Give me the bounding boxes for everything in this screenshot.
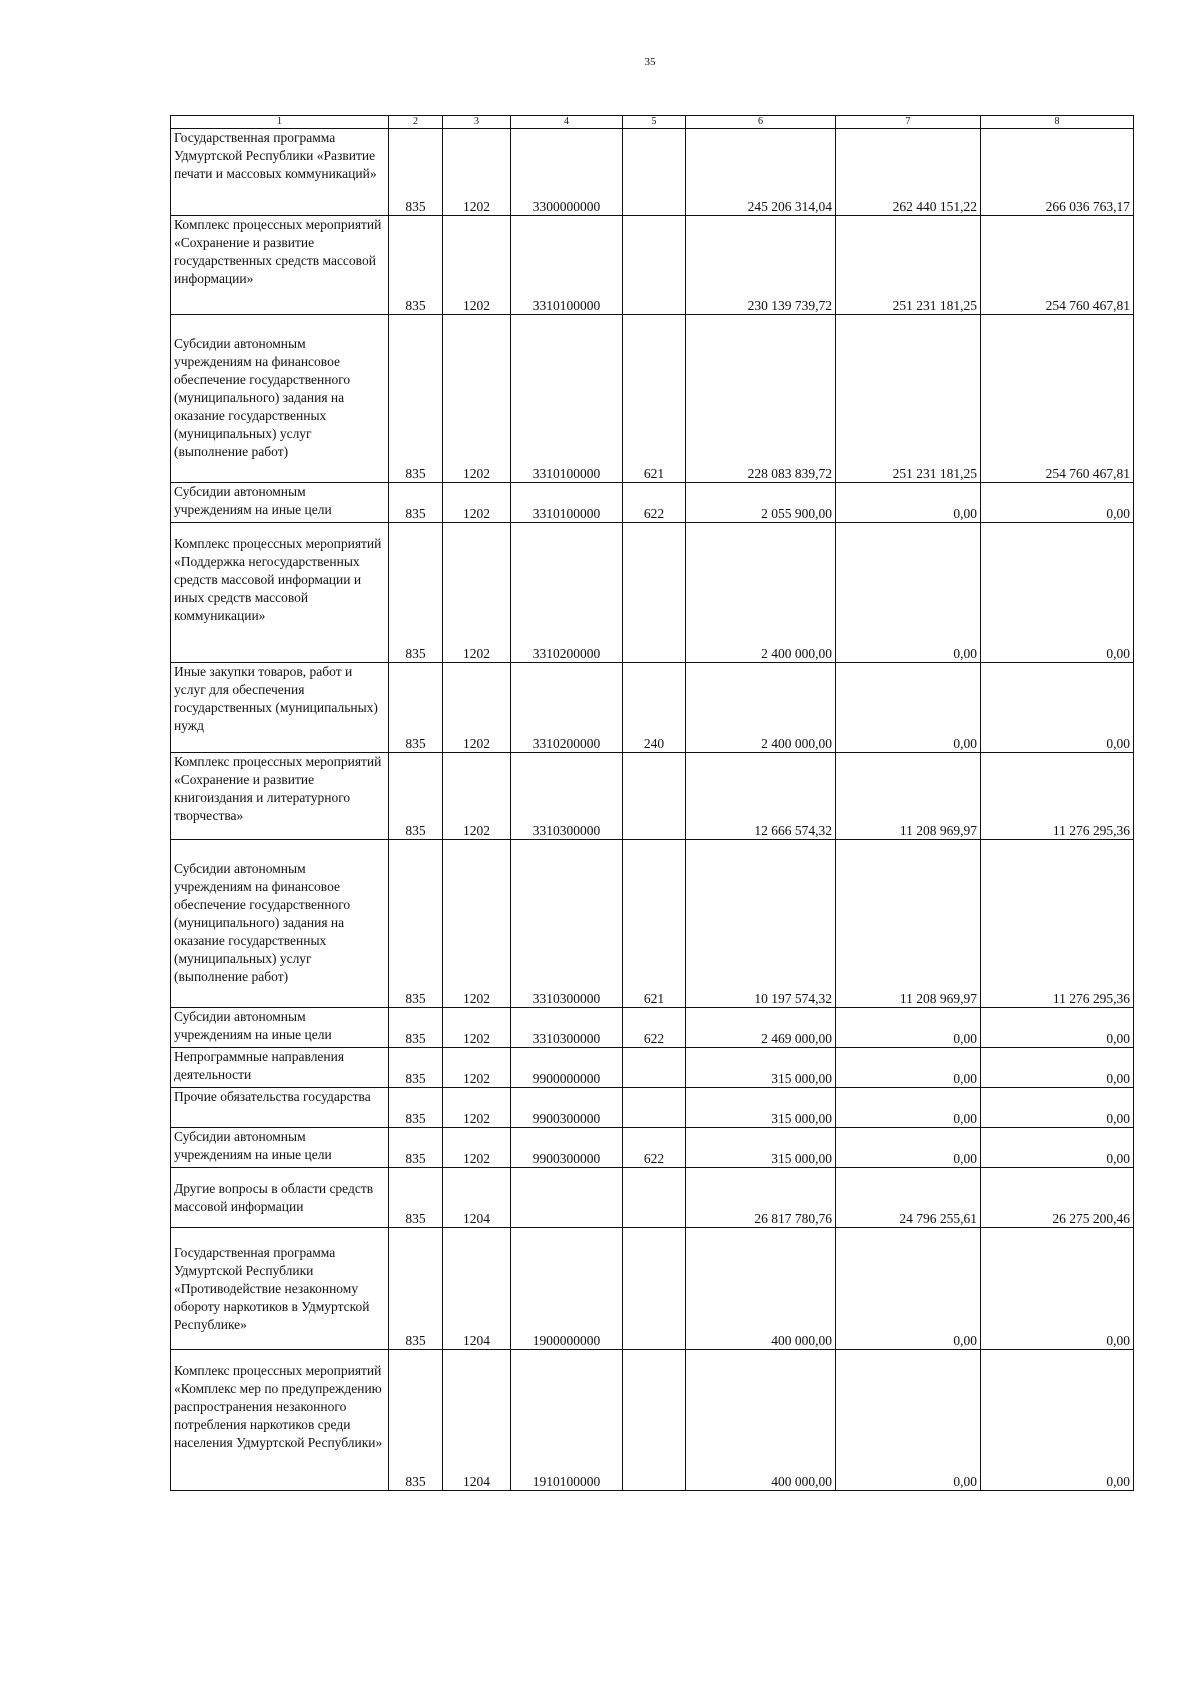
table-row [171,483,1134,523]
table-row [171,1008,1134,1048]
target-article-code [511,1168,623,1228]
target-article-code: 3300000000 [511,129,623,216]
amount-col8: 0,00 [981,1088,1134,1128]
dept-code: 835 [389,753,443,840]
amount-col7: 0,00 [836,663,981,753]
amount-col7: 24 796 255,61 [836,1168,981,1228]
expense-type-code [623,1228,686,1350]
row-name: Субсидии автономным учреждениям на иные цели [171,1128,389,1168]
row-name: Государственная программа Удмуртской Республики «Развитие печати и массовых коммуникаций» [171,129,389,216]
target-article-code: 3310200000 [511,663,623,753]
table-row [171,129,1134,216]
table-row [171,1088,1134,1128]
section-code: 1202 [443,216,511,315]
row-name: Субсидии автономным учреждениям на иные цели [171,1008,389,1048]
dept-code: 835 [389,1088,443,1128]
expense-type-code: 622 [623,1128,686,1168]
row-name: Комплекс процессных мероприятий «Сохранение и развитие книгоиздания и литературного творчества» [171,753,389,840]
amount-col7: 251 231 181,25 [836,315,981,483]
target-article-code: 9900300000 [511,1128,623,1168]
amount-col8: 0,00 [981,1008,1134,1048]
section-code: 1202 [443,1128,511,1168]
dept-code: 835 [389,483,443,523]
expense-type-code [623,1048,686,1088]
amount-col7: 0,00 [836,1228,981,1350]
section-code: 1204 [443,1228,511,1350]
target-article-code: 1900000000 [511,1228,623,1350]
row-name: Комплекс процессных мероприятий «Комплекс мер по предупреждению распространения незаконного потребления наркотиков среди населения Удмуртской Республики» [171,1350,389,1491]
dept-code: 835 [389,840,443,1008]
expense-type-code [623,753,686,840]
row-name: Комплекс процессных мероприятий «Поддержка негосударственных средств массовой информации и иных средств массовой коммуникации» [171,523,389,663]
amount-col8: 0,00 [981,483,1134,523]
dept-code: 835 [389,1128,443,1168]
amount-col6: 10 197 574,32 [686,840,836,1008]
amount-col8: 0,00 [981,663,1134,753]
budget-table [170,115,1134,1491]
target-article-code: 9900300000 [511,1088,623,1128]
column-number: 2 [389,116,443,129]
expense-type-code: 240 [623,663,686,753]
table-row [171,1128,1134,1168]
amount-col7: 11 208 969,97 [836,753,981,840]
amount-col7: 0,00 [836,1350,981,1491]
target-article-code: 3310100000 [511,315,623,483]
amount-col7: 0,00 [836,1008,981,1048]
target-article-code: 3310300000 [511,753,623,840]
amount-col8: 0,00 [981,1048,1134,1088]
row-name: Прочие обязательства государства [171,1088,389,1128]
amount-col7: 0,00 [836,483,981,523]
column-number: 4 [511,116,623,129]
table-row [171,753,1134,840]
column-number: 6 [686,116,836,129]
amount-col8: 266 036 763,17 [981,129,1134,216]
section-code: 1202 [443,315,511,483]
amount-col6: 26 817 780,76 [686,1168,836,1228]
expense-type-code [623,1168,686,1228]
amount-col8: 0,00 [981,523,1134,663]
amount-col6: 2 469 000,00 [686,1008,836,1048]
expense-type-code [623,1088,686,1128]
row-name: Непрограммные направления деятельности [171,1048,389,1088]
amount-col6: 230 139 739,72 [686,216,836,315]
expense-type-code [623,216,686,315]
dept-code: 835 [389,523,443,663]
dept-code: 835 [389,129,443,216]
row-name: Субсидии автономным учреждениям на финансовое обеспечение государственного (муниципального) задания на оказание государственных (муниципальных) услуг (выполнение работ) [171,315,389,483]
expense-type-code [623,1350,686,1491]
dept-code: 835 [389,1008,443,1048]
target-article-code: 3310300000 [511,840,623,1008]
amount-col7: 251 231 181,25 [836,216,981,315]
amount-col8: 254 760 467,81 [981,315,1134,483]
dept-code: 835 [389,1048,443,1088]
amount-col6: 400 000,00 [686,1228,836,1350]
amount-col6: 315 000,00 [686,1088,836,1128]
amount-col8: 11 276 295,36 [981,753,1134,840]
row-name: Государственная программа Удмуртской Республики «Противодействие незаконному обороту наркотиков в Удмуртской Республике» [171,1228,389,1350]
expense-type-code: 621 [623,840,686,1008]
amount-col8: 26 275 200,46 [981,1168,1134,1228]
section-code: 1202 [443,753,511,840]
target-article-code: 9900000000 [511,1048,623,1088]
row-name: Субсидии автономным учреждениям на иные цели [171,483,389,523]
amount-col7: 0,00 [836,1048,981,1088]
row-name: Другие вопросы в области средств массовой информации [171,1168,389,1228]
table-row [171,315,1134,483]
section-code: 1202 [443,1088,511,1128]
table-row [171,1048,1134,1088]
target-article-code: 1910100000 [511,1350,623,1491]
dept-code: 835 [389,1350,443,1491]
table-row [171,216,1134,315]
section-code: 1202 [443,483,511,523]
target-article-code: 3310100000 [511,216,623,315]
section-code: 1202 [443,1008,511,1048]
amount-col8: 254 760 467,81 [981,216,1134,315]
amount-col7: 0,00 [836,1128,981,1168]
section-code: 1202 [443,1048,511,1088]
table-row [171,1350,1134,1491]
table-row [171,1168,1134,1228]
row-name: Субсидии автономным учреждениям на финансовое обеспечение государственного (муниципального) задания на оказание государственных (муниципальных) услуг (выполнение работ) [171,840,389,1008]
amount-col6: 2 400 000,00 [686,523,836,663]
amount-col8: 11 276 295,36 [981,840,1134,1008]
amount-col7: 0,00 [836,523,981,663]
section-code: 1204 [443,1350,511,1491]
row-name: Иные закупки товаров, работ и услуг для обеспечения государственных (муниципальных) нужд [171,663,389,753]
target-article-code: 3310100000 [511,483,623,523]
column-number: 8 [981,116,1134,129]
amount-col7: 11 208 969,97 [836,840,981,1008]
expense-type-code [623,523,686,663]
row-name: Комплекс процессных мероприятий «Сохранение и развитие государственных средств массовой информации» [171,216,389,315]
table-row [171,1228,1134,1350]
amount-col7: 262 440 151,22 [836,129,981,216]
column-number: 7 [836,116,981,129]
amount-col8: 0,00 [981,1228,1134,1350]
expense-type-code [623,129,686,216]
section-code: 1202 [443,129,511,216]
dept-code: 835 [389,1228,443,1350]
column-number: 5 [623,116,686,129]
amount-col6: 400 000,00 [686,1350,836,1491]
section-code: 1204 [443,1168,511,1228]
dept-code: 835 [389,663,443,753]
amount-col7: 0,00 [836,1088,981,1128]
dept-code: 835 [389,315,443,483]
amount-col6: 315 000,00 [686,1048,836,1088]
dept-code: 835 [389,216,443,315]
table-row [171,840,1134,1008]
expense-type-code: 621 [623,315,686,483]
dept-code: 835 [389,1168,443,1228]
page-number: 35 [644,56,656,68]
amount-col6: 228 083 839,72 [686,315,836,483]
table-row [171,663,1134,753]
section-code: 1202 [443,523,511,663]
column-number: 1 [171,116,389,129]
section-code: 1202 [443,840,511,1008]
amount-col8: 0,00 [981,1128,1134,1168]
amount-col6: 315 000,00 [686,1128,836,1168]
expense-type-code: 622 [623,1008,686,1048]
amount-col6: 12 666 574,32 [686,753,836,840]
section-code: 1202 [443,663,511,753]
column-number-header [171,116,1134,129]
target-article-code: 3310300000 [511,1008,623,1048]
target-article-code: 3310200000 [511,523,623,663]
expense-type-code: 622 [623,483,686,523]
table-row [171,523,1134,663]
amount-col6: 2 400 000,00 [686,663,836,753]
amount-col8: 0,00 [981,1350,1134,1491]
column-number: 3 [443,116,511,129]
amount-col6: 2 055 900,00 [686,483,836,523]
amount-col6: 245 206 314,04 [686,129,836,216]
